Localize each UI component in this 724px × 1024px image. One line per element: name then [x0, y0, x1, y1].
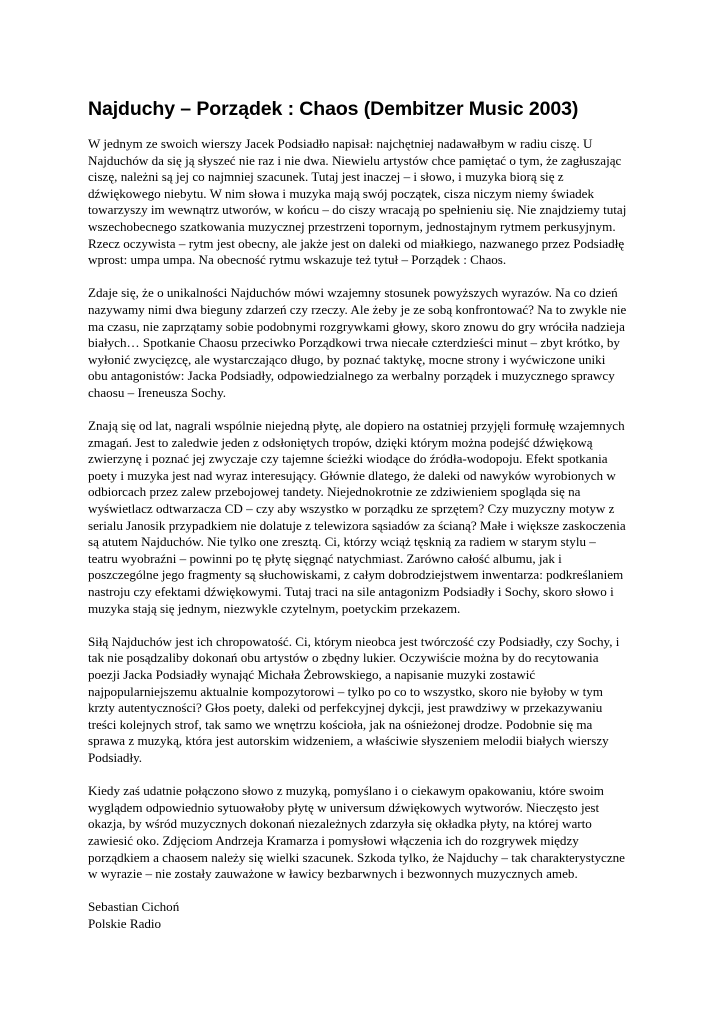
paragraph-line: zmagań. Jest to zaledwie jeden z odsłoniętych tropów, dzięki którym można podejść dźwiękową	[88, 434, 593, 450]
paragraph-line: poety i muzyka jest nad wyraz interesujący. Głównie dlatego, że daleki od nawyków wyrobionych w	[88, 467, 616, 483]
paragraph-line: wyświetlacz odtwarzacza CD – czy aby wszystko w porządku ze sprzętem? Czy muzyczny motyw z	[88, 501, 615, 517]
author-organization: Polskie Radio	[88, 915, 162, 931]
paragraph-line: porządkiem a chaosem należy się wielki szacunek. Szkoda tylko, że Najduchy – tak charakterystyczne	[88, 849, 625, 865]
paragraph	[88, 418, 640, 617]
paragraph-line: zawiesić oko. Zdjęciom Andrzeja Kramarza i pomysłowi włączenia ich do rozgrywek między	[88, 832, 579, 848]
paragraph-line: Rzecz oczywista – rytm jest obecny, ale jakże jest on daleki od miałkiego, nazwanego przez Podsiadłę	[88, 235, 625, 251]
paragraph	[88, 783, 640, 883]
paragraph-line: białych… Spotkanie Chaosu przeciwko Porządkowi trwa niecałe czterdzieści minut – zbyt krótko, by	[88, 335, 620, 351]
paragraph-line: tak nie posądzaliby dokonań obu artystów o zbędny lukier. Oczywiście można by do recytowania	[88, 650, 599, 666]
paragraph-line: dźwiękowego niebytu. W nim słowa i muzyka mają swój początek, cisza niczym niemy świadek	[88, 185, 595, 201]
paragraph-line: w wyrazie – nie zostały zauważone w ławicy bezbarwnych i bezwonnych muzycznych ameb.	[88, 866, 578, 882]
article	[88, 97, 640, 933]
paragraph-line: nastroju czy efektami dźwiękowymi. Tutaj traci na sile antagonizm Podsiadły i Sochy, skoro słowo i	[88, 584, 614, 600]
paragraph-line: zwierzynę i poznać jej zwyczaje czy tajemne ścieżki wiodące do źródła-wodopoju. Efekt spotkania	[88, 451, 608, 467]
paragraph-line: są atutem Najduchów. Nie tylko one zresztą. Ci, którzy wciąż tęsknią za radiem w starym stylu –	[88, 534, 596, 550]
paragraph	[88, 136, 640, 269]
paragraph-line: wyglądem odpowiednio sytuowałoby płytę w universum dźwiękowych wytworów. Nieczęsto jest	[88, 799, 600, 815]
paragraph-line: nazywamy nimi dwa bieguny zdarzeń czy rzeczy. Ale żeby je ze sobą konfrontować? Na to zwykle nie	[88, 301, 627, 317]
paragraph-line: wprost: umpa umpa. Na obecność rytmu wskazuje też tytuł – Porządek : Chaos.	[88, 252, 507, 268]
paragraph-line: Siłą Najduchów jest ich chropowatość. Ci, którym nieobca jest twórczość czy Podsiadły, czy Sochy, i	[88, 633, 620, 649]
paragraph-line: Najduchów da się ją słyszeć nie raz i nie dwa. Niewielu artystów chce pamiętać o tym, że zagłuszając	[88, 152, 622, 168]
paragraph-line: sprawa z muzyką, która jest autorskim widzeniem, a właściwie słyszeniem melodii białych wierszy	[88, 733, 609, 749]
paragraph-line: chaosu – Ireneusza Sochy.	[88, 384, 227, 400]
paragraph-line: Podsiadły.	[88, 749, 143, 765]
paragraph-line: ciszę, należni są jej co najmniej szacunek. Tutaj jest inaczej – i słowo, i muzyka biorą się z	[88, 169, 564, 185]
paragraph-line: krzty autentyczności? Głos poety, daleki od perfekcyjnej dykcji, jest prawdziwy w przekazywaniu	[88, 700, 603, 716]
article-body	[88, 136, 640, 883]
paragraph-line: ma czasu, nie zaprzątamy sobie podobnymi rozgrywkami głowy, skoro znowu do gry wróciła nadzieja	[88, 318, 625, 334]
article-title: Najduchy – Porządek : Chaos (Dembitzer Music 2003)	[88, 98, 579, 120]
paragraph-line: Znają się od lat, nagrali wspólnie niejedną płytę, ale dopiero na ostatniej przyjęli formułę wzajemnych	[88, 418, 625, 434]
paragraph-line: odbiorcach przez zalew przebojowej tandety. Niejednokrotnie ze zdziwieniem spogląda się na	[88, 484, 581, 500]
signature	[88, 899, 640, 932]
paragraph-line: okazja, by wśród muzycznych dokonań niezależnych zdarzyła się okładka płyty, na której warto	[88, 816, 592, 832]
paragraph	[88, 285, 640, 401]
paragraph-line: W jednym ze swoich wierszy Jacek Podsiadło napisał: najchętniej nadawałbym w radiu ciszę. U	[88, 136, 593, 151]
paragraph-line: towarzyszy im wewnątrz utworów, w końcu – do ciszy wracają po spełnieniu się. Nie znajdziemy tutaj	[88, 202, 627, 218]
paragraph-line: poezji Jacka Podsiadły wynająć Michała Żebrowskiego, a napisanie muzyki zostawić	[88, 667, 536, 682]
paragraph-line: obu antagonistów: Jacka Podsiadły, odpowiedzialnego za werbalny porządek i muzycznego sprawcy	[88, 368, 615, 384]
paragraph-line: poszczególne jego fragmenty są słuchowiskami, z całym dobrodziejstwem inwentarza: podkreślaniem	[88, 567, 624, 583]
paragraph-line: najpopularniejszemu aktualnie kompozytorowi – tylko po co to wszystko, skoro nie byłoby w tym	[88, 683, 603, 699]
paragraph	[88, 634, 640, 767]
paragraph-line: wyłonić zwycięzcę, ale wystarczająco długo, by poznać taktykę, mocne strony i wyćwiczone uniki	[88, 351, 606, 367]
paragraph-line: muzyka stają się jednym, niezwykle czytelnym, poetyckim przekazem.	[88, 600, 461, 616]
author-name: Sebastian Cichoń	[88, 899, 180, 915]
paragraph-line: Zdaje się, że o unikalności Najduchów mówi wzajemny stosunek powyższych wyrazów. Na co dzień	[88, 285, 618, 301]
paragraph-line: wszechobecnego szatkowania muzycznej przestrzeni topornym, jednostajnym rytmem perkusyjnym.	[88, 218, 616, 234]
paragraph-line: Kiedy zaś udatnie połączono słowo z muzyką, pomyślano i o ciekawym opakowaniu, które swoim	[88, 783, 604, 799]
paragraph-line: treści kolejnych strof, tak samo we wnętrzu kościoła, jak na ośnieżonej drodze. Podobnie się ma	[88, 716, 593, 732]
paragraph-line: teatru wyobraźni – powinni po tę płytę sięgnąć natychmiast. Zarówno całość albumu, jak i	[88, 550, 562, 566]
paragraph-line: serialu Janosik przypadkiem nie dolatuje z telewizora sąsiadów za ścianą? Małe i większe zaskoczenia	[88, 517, 626, 533]
